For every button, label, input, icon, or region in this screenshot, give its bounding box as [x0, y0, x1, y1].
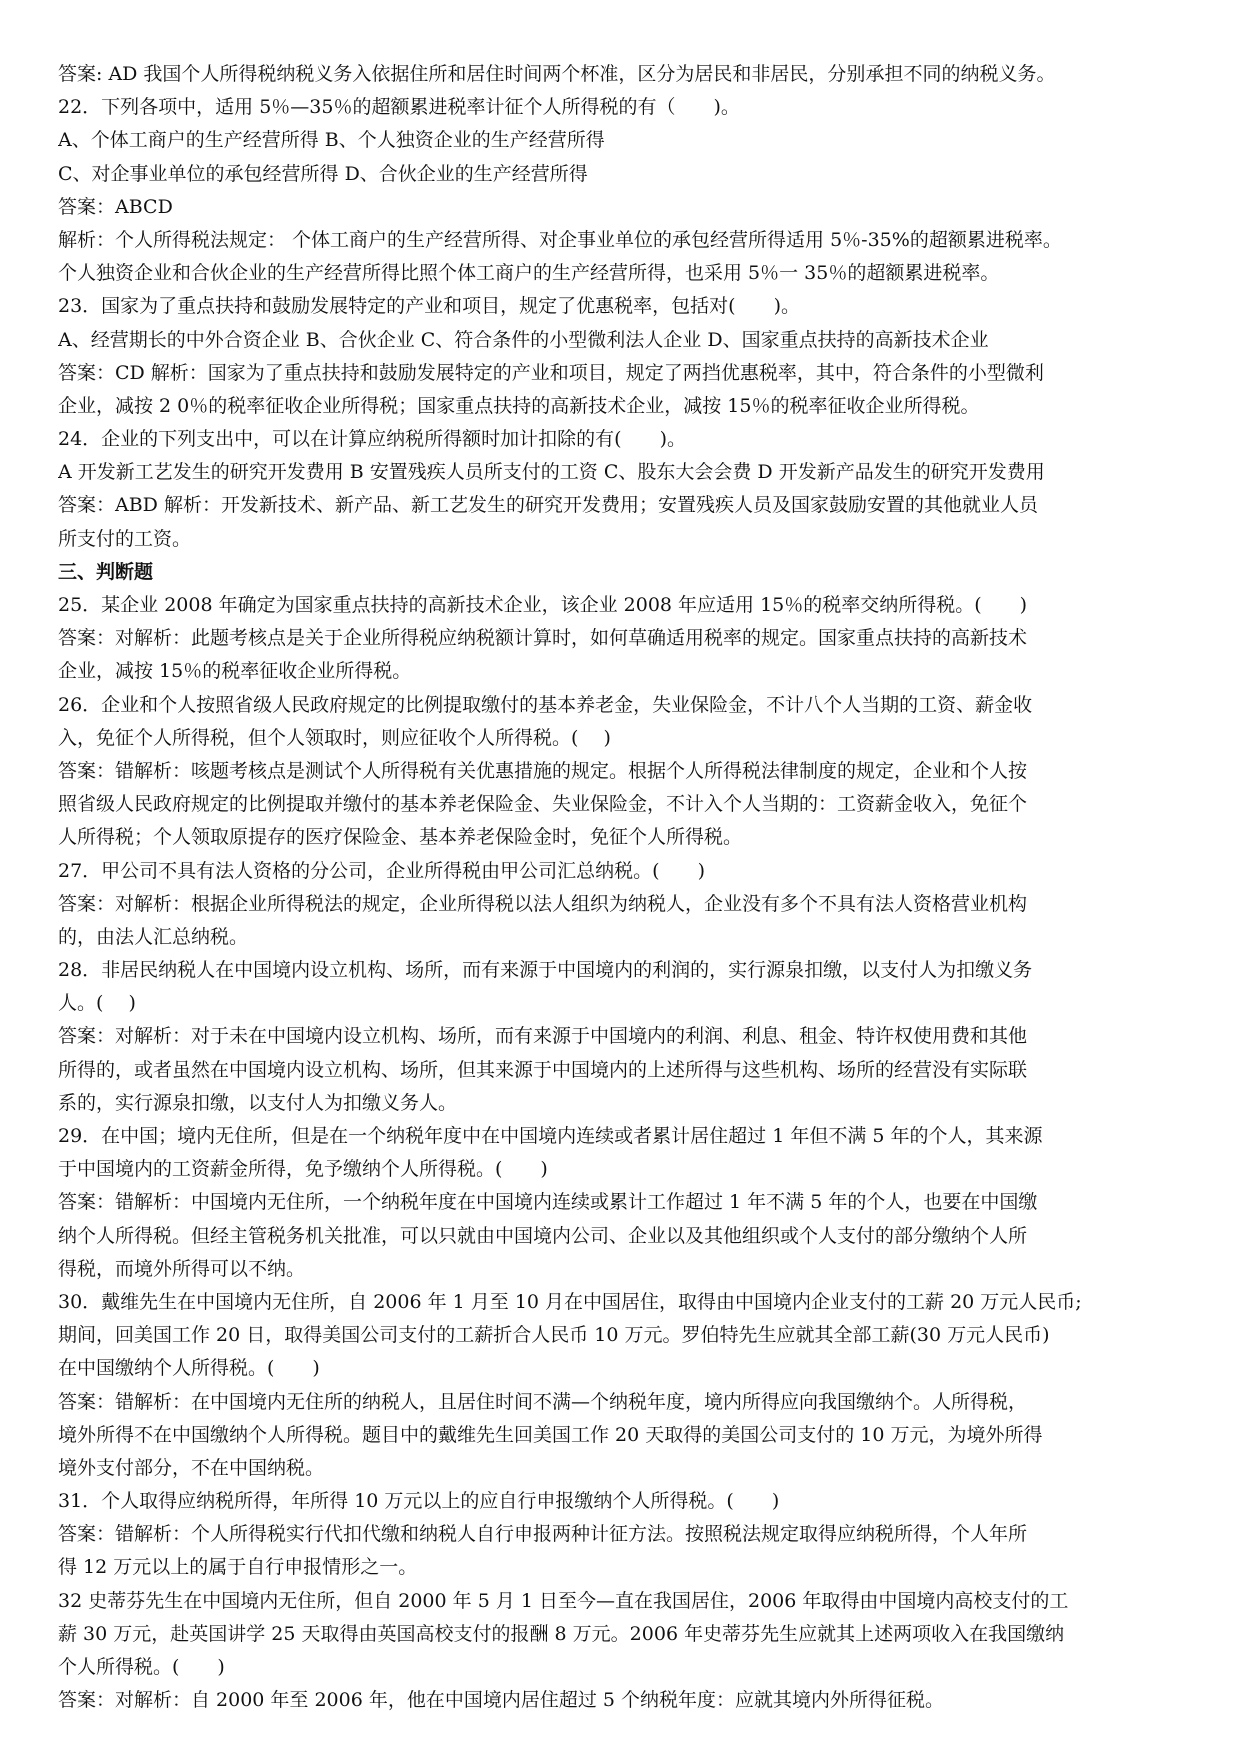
text-line: 答案：错解析：中国境内无住所，一个纳税年度在中国境内连续或累计工作超过 1 年不满 5 年的个人，也要在中国缴	[58, 1191, 1038, 1214]
text-line: 25．某企业 2008 年确定为国家重点扶持的高新技术企业，该企业 2008 年应适用 15％的税率交纳所得税。( )	[58, 594, 1028, 616]
text-line: 人。( )	[58, 992, 136, 1015]
text-line: A、个体工商户的生产经营所得 B、个人独资企业的生产经营所得	[58, 129, 605, 152]
text-line: 31．个人取得应纳税所得，年所得 10 万元以上的应自行申报缴纳个人所得税。( )	[58, 1490, 780, 1513]
text-line: 薪 30 万元，赴英国讲学 25 天取得由英国高校支付的报酬 8 万元。2006 年史蒂芬先生应就其上述两项收入在我国缴纳	[58, 1622, 1065, 1645]
text-line: 30．戴维先生在中国境内无住所，自 2006 年 1 月至 10 月在中国居住，取得由中国境内企业支付的工薪 20 万元人民币;	[58, 1290, 1082, 1313]
text-line: C、对企事业单位的承包经营所得 D、合伙企业的生产经营所得	[58, 162, 588, 185]
text-line: 答案：错解析：在中国境内无住所的纳税人，且居住时间不满—个纳税年度，境内所得应向我国缴纳个。人所得税，	[58, 1390, 1028, 1413]
text-line: 纳个人所得税。但经主管税务机关批准，可以只就由中国境内公司、企业以及其他组织或个人支付的部分缴纳个人所	[58, 1224, 1028, 1247]
text-line: 期间，回美国工作 20 日，取得美国公司支付的工薪折合人民币 10 万元。罗伯特先生应就其全部工薪(30 万元人民币)	[58, 1324, 1050, 1347]
text-line: 所支付的工资。	[58, 527, 192, 550]
text-line: 所得的，或者虽然在中国境内设立机构、场所，但其来源于中国境内的上述所得与这些机构、场所的经营没有实际联	[58, 1058, 1028, 1081]
text-line: 答案：错解析：个人所得税实行代扣代缴和纳税人自行申报两种计征方法。按照税法规定取得应纳税所得，个人年所	[58, 1523, 1028, 1546]
text-line: 得 12 万元以上的属于自行申报情形之一。	[58, 1556, 418, 1579]
text-line: 答案：对解析：对于未在中国境内设立机构、场所，而有来源于中国境内的利润、利息、租金、特许权使用费和其他	[58, 1025, 1028, 1048]
text-line: 答案：对解析：此题考核点是关于企业所得税应纳税额计算时，如何草确适用税率的规定。国家重点扶持的高新技术	[58, 627, 1028, 650]
text-line: 答案：CD 解析：国家为了重点扶持和鼓励发展特定的产业和项目，规定了两挡优惠税率，其中，符合条件的小型微利	[58, 361, 1044, 384]
text-line: 的，由法人汇总纳税。	[58, 925, 249, 948]
text-line: 27．甲公司不具有法人资格的分公司，企业所得税由甲公司汇总纳税。( )	[58, 859, 706, 882]
text-line: 26．企业和个人按照省级人民政府规定的比例提取缴付的基本养老金，失业保险金，不计八个人当期的工资、薪金收	[58, 693, 1033, 716]
text-line: 企业，减按 2 0％的税率征收企业所得税；国家重点扶持的高新技术企业，减按 15％的税率征收企业所得税。	[58, 394, 980, 417]
text-line: 答案：ABD 解析：开发新技术、新产品、新工艺发生的研究开发费用；安置残疾人员及国家鼓励安置的其他就业人员	[58, 494, 1038, 517]
text-line: 32 史蒂芬先生在中国境内无住所，但自 2000 年 5 月 1 日至今—直在我国居住，2006 年取得由中国境内高校支付的工	[58, 1589, 1069, 1612]
section-heading: 三、判断题	[58, 560, 154, 583]
text-line: 企业，减按 15％的税率征收企业所得税。	[58, 660, 412, 683]
text-line: 个人所得税。( )	[58, 1656, 225, 1678]
text-line: 得税，而境外所得可以不纳。	[58, 1257, 306, 1280]
text-line: 于中国境内的工资薪金所得，免予缴纳个人所得税。( )	[58, 1158, 548, 1181]
text-line: 23．国家为了重点扶持和鼓励发展特定的产业和项目，规定了优惠税率，包括对( )。	[58, 295, 801, 318]
text-line: 答案: AD 我国个人所得税纳税义务入依据住所和居住时间两个杯准，区分为居民和非居民，分别承担不同的纳税义务。	[58, 63, 1056, 85]
text-line: 22．下列各项中，适用 5％—35％的超额累进税率计征个人所得税的有（ )。	[58, 96, 740, 119]
text-line: 29．在中国；境内无住所，但是在一个纳税年度中在中国境内连续或者累计居住超过 1 年但不满 5 年的个人，其来源	[58, 1125, 1043, 1147]
text-line: 解析：个人所得税法规定： 个体工商户的生产经营所得、对企事业单位的承包经营所得适用 5％-35%的超额累进税率。	[58, 228, 1062, 251]
text-line: 境外支付部分，不在中国纳税。	[58, 1456, 325, 1479]
text-line: 答案：对解析：根据企业所得税法的规定，企业所得税以法人组织为纳税人，企业没有多个不具有法人资格营业机构	[58, 892, 1028, 915]
text-line: A 开发新工艺发生的研究开发费用 B 安置残疾人员所支付的工资 C、股东大会会费 D 开发新产品发生的研究开发费用	[58, 461, 1045, 484]
text-line: 照省级人民政府规定的比例提取并缴付的基本养老保险金、失业保险金，不计入个人当期的：工资薪金收入，免征个	[58, 793, 1028, 816]
text-line: 人所得税；个人领取原提存的医疗保险金、基本养老保险金时，免征个人所得税。	[58, 826, 743, 849]
text-line: 28．非居民纳税人在中国境内设立机构、场所，而有来源于中国境内的利润的，实行源泉扣缴，以支付人为扣缴义务	[58, 959, 1033, 982]
text-line: A、经营期长的中外合资企业 B、合伙企业 C、符合条件的小型微利法人企业 D、国家重点扶持的高新技术企业	[58, 328, 989, 351]
text-line: 答案：错解析：咳题考核点是测试个人所得税有关优惠措施的规定。根据个人所得税法律制度的规定，企业和个人按	[58, 759, 1028, 782]
document-body	[58, 58, 1189, 1717]
text-line: 系的，实行源泉扣缴，以支付人为扣缴义务人。	[58, 1091, 458, 1114]
text-line: 境外所得不在中国缴纳个人所得税。题目中的戴维先生回美国工作 20 天取得的美国公司支付的 10 万元，为境外所得	[58, 1423, 1043, 1446]
text-line: 个人独资企业和合伙企业的生产经营所得比照个体工商户的生产经营所得，也采用 5％一 35％的超额累进税率。	[58, 262, 1000, 285]
text-line: 答案：ABCD	[58, 195, 173, 218]
text-line: 在中国缴纳个人所得税。( )	[58, 1357, 320, 1380]
text-line: 入，免征个人所得税，但个人领取时，则应征收个人所得税。( )	[58, 726, 611, 749]
text-line: 24．企业的下列支出中，可以在计算应纳税所得额时加计扣除的有( )。	[58, 428, 687, 451]
text-line: 答案：对解析：自 2000 年至 2006 年，他在中国境内居住超过 5 个纳税年度：应就其境内外所得征税。	[58, 1689, 945, 1712]
